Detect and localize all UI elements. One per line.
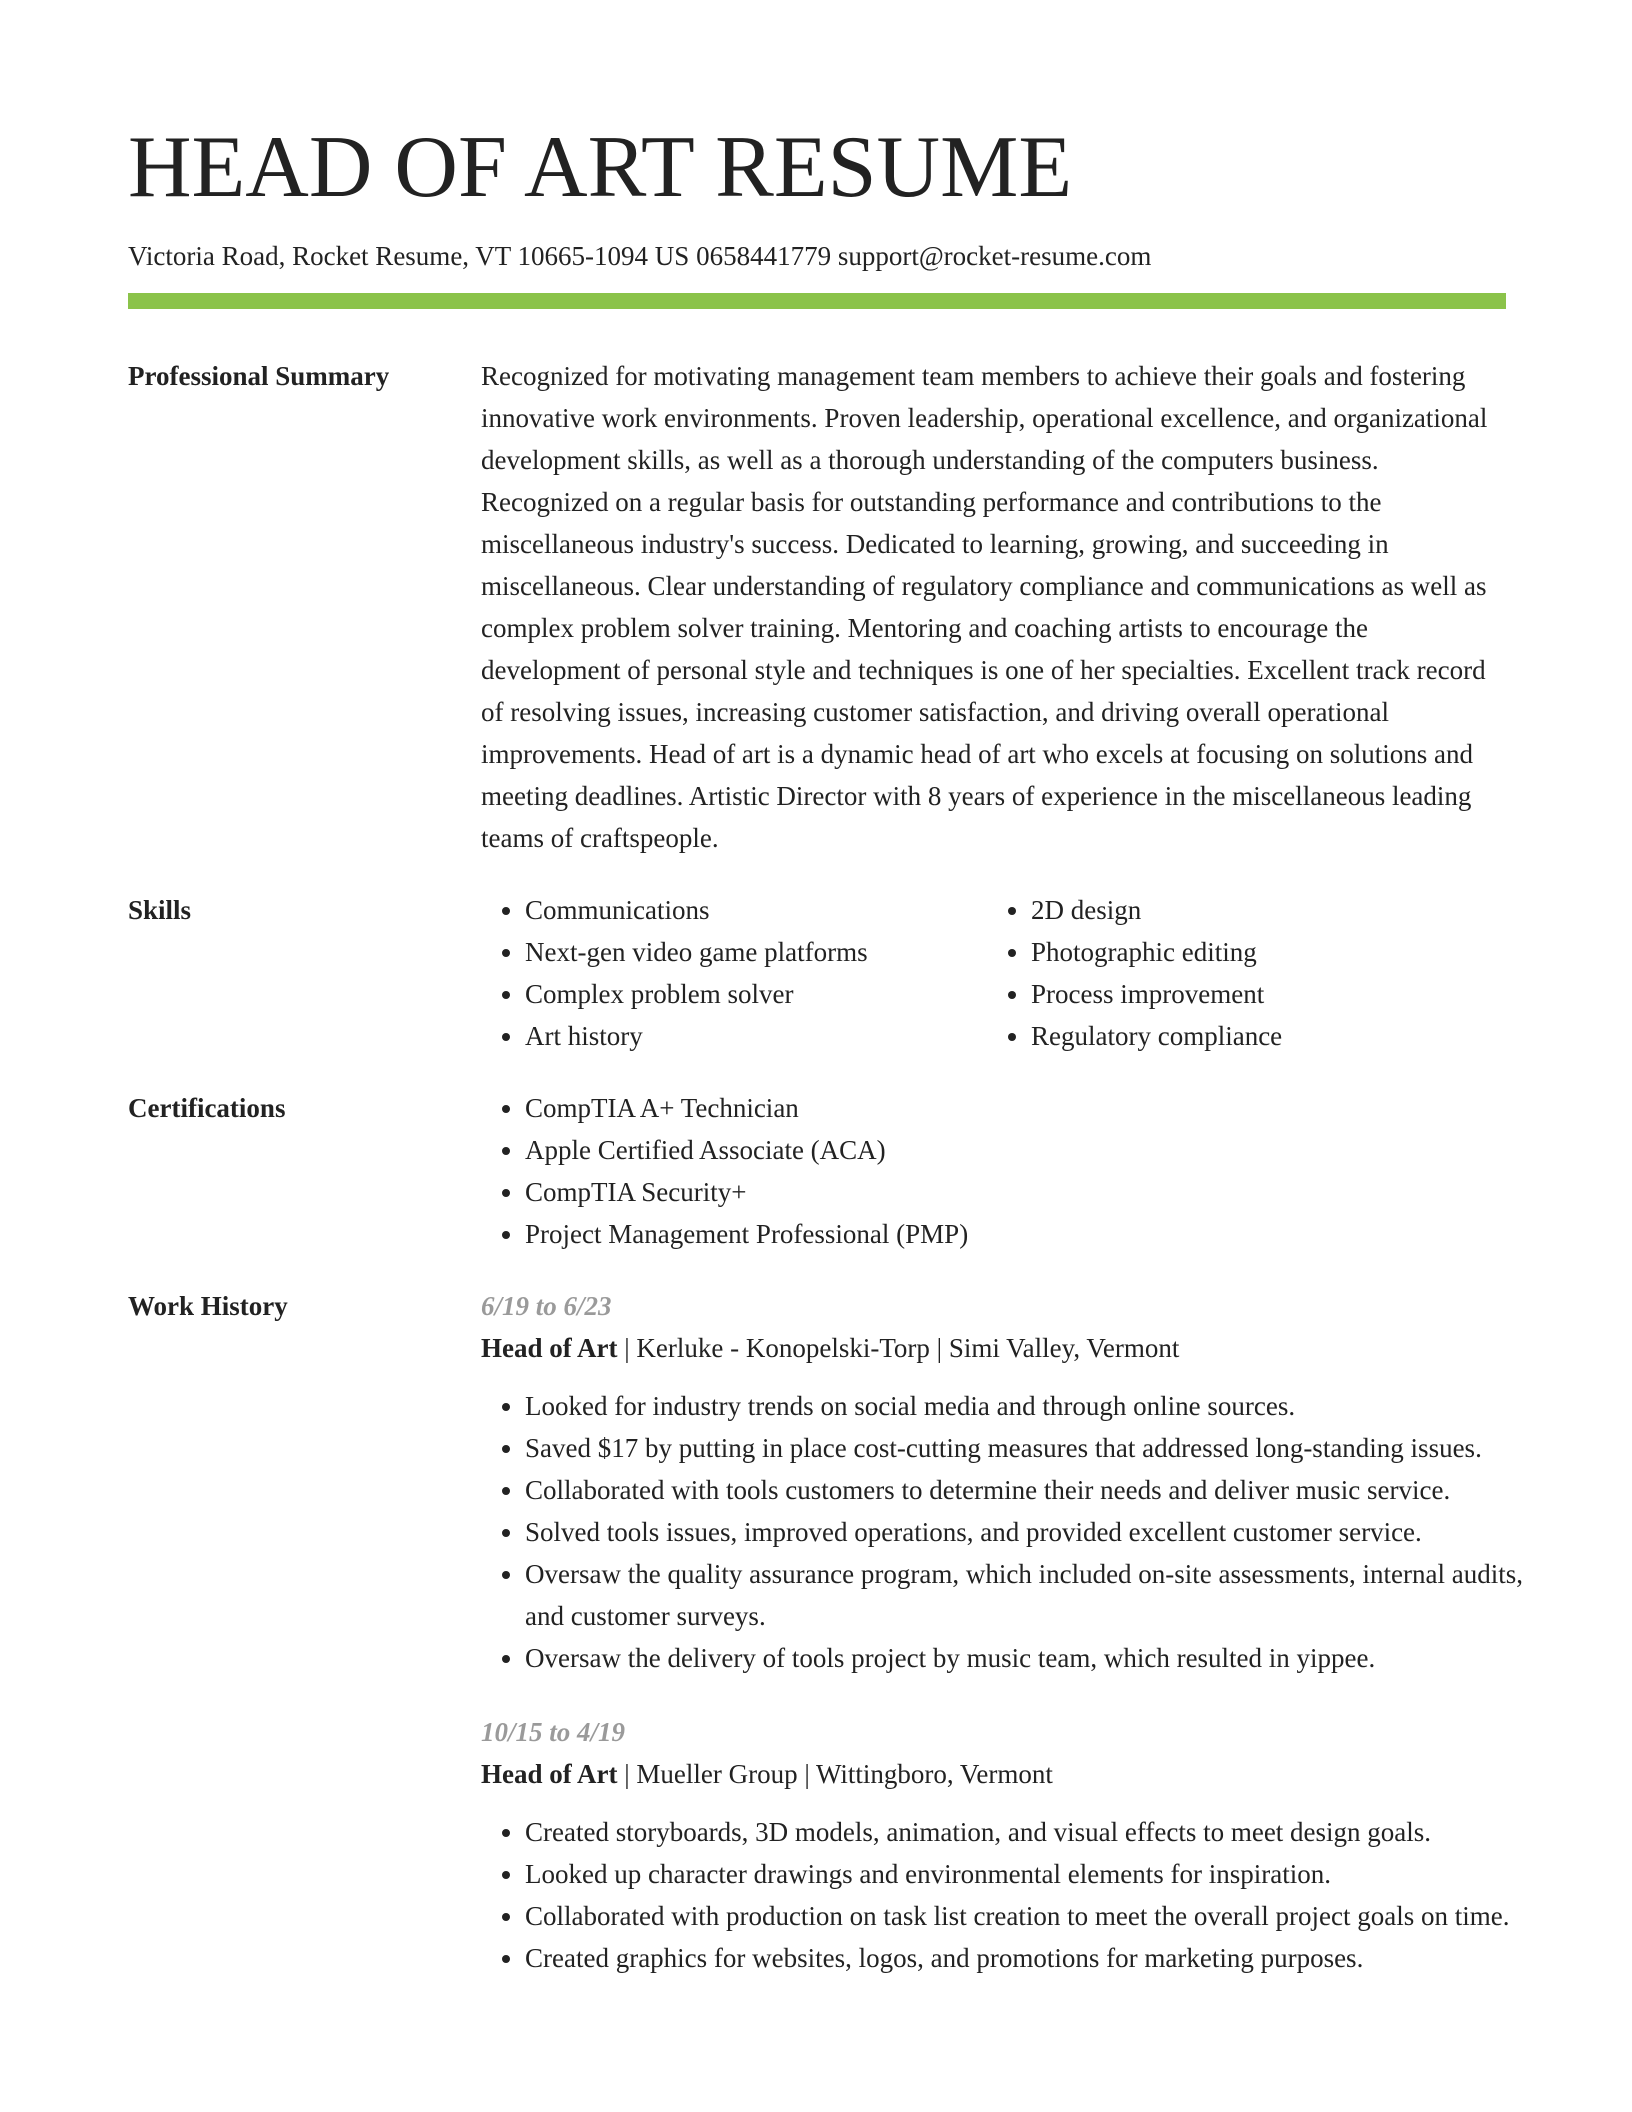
skills-list-left <box>481 889 985 1057</box>
list-item: • Created storyboards, 3D models, animation, and visual effects to meet design goals. <box>525 1811 1525 1853</box>
skills-body <box>481 889 1511 1057</box>
list-item: • Complex problem solver <box>525 973 985 1015</box>
list-item: • Art history <box>525 1015 985 1057</box>
skills-list-right <box>985 889 1511 1057</box>
job-dates: 10/15 to 4/19 <box>481 1717 626 1747</box>
job-heading <box>481 1327 1525 1369</box>
list-item: • Collaborated with tools customers to determine their needs and deliver music service. <box>525 1469 1525 1511</box>
skills-section <box>128 889 1506 1057</box>
list-item: • Apple Certified Associate (ACA) <box>525 1129 1506 1171</box>
list-item: • CompTIA A+ Technician <box>525 1087 1506 1129</box>
list-item: • Saved $17 by putting in place cost-cutting measures that addressed long-standing issues. <box>525 1427 1525 1469</box>
work-history-label: Work History <box>128 1291 288 1321</box>
job-details: | Kerluke - Konopelski-Torp | Simi Valley, Vermont <box>617 1333 1180 1363</box>
summary-body <box>481 355 1506 859</box>
list-item: • Process improvement <box>1031 973 1511 1015</box>
accent-divider <box>128 293 1506 309</box>
resume-page <box>128 112 1523 1979</box>
certifications-section <box>128 1087 1506 1255</box>
job-bullets <box>481 1385 1525 1679</box>
certifications-body <box>481 1087 1506 1255</box>
job-bullets <box>481 1811 1525 1979</box>
list-item: • Photographic editing <box>1031 931 1511 973</box>
list-item: • CompTIA Security+ <box>525 1171 1506 1213</box>
list-item: • Communications <box>525 889 985 931</box>
skills-label: Skills <box>128 895 192 925</box>
page-title: HEAD OF ART RESUME <box>128 119 1073 216</box>
contact-line: Victoria Road, Rocket Resume, VT 10665-1094 US 0658441779 support@rocket-resume.com <box>128 241 1152 271</box>
job-heading <box>481 1753 1525 1795</box>
job-title: Head of Art <box>481 1759 618 1789</box>
list-item: • Looked for industry trends on social media and through online sources. <box>525 1385 1525 1427</box>
list-item: • Regulatory compliance <box>1031 1015 1511 1057</box>
work-history-body <box>481 1285 1525 1979</box>
list-item: • Solved tools issues, improved operations, and provided excellent customer service. <box>525 1511 1525 1553</box>
job-dates: 6/19 to 6/23 <box>481 1291 612 1321</box>
job-entry <box>481 1711 1525 1979</box>
list-item: • Looked up character drawings and environmental elements for inspiration. <box>525 1853 1525 1895</box>
certifications-list <box>481 1087 1506 1255</box>
list-item: • Oversaw the delivery of tools project by music team, which resulted in yippee. <box>525 1637 1525 1679</box>
list-item: • Next-gen video game platforms <box>525 931 985 973</box>
list-item: • Created graphics for websites, logos, and promotions for marketing purposes. <box>525 1937 1525 1979</box>
work-history-section <box>128 1285 1523 1979</box>
list-item: • Oversaw the quality assurance program, which included on-site assessments, internal audits, and customer surveys. <box>525 1553 1525 1637</box>
summary-label: Professional Summary <box>128 361 390 391</box>
certifications-label: Certifications <box>128 1093 286 1123</box>
list-item: • 2D design <box>1031 889 1511 931</box>
summary-text: Recognized for motivating management team members to achieve their goals and fostering innovative work environments. Proven leadership, operational excellence, and organizational development skills, as well as a thorough understanding of the computers business. Recognized on a regular basis for outstanding performance and contributions to the miscellaneous industry's success. Dedicated to learning, growing, and succeeding in miscellaneous. Clear understanding of regulatory compliance and communications as well as complex problem solver training. Mentoring and coaching artists to encourage the development of personal style and techniques is one of her specialties. Excellent track record of resolving issues, increasing customer satisfaction, and driving overall operational improvements. Head of art is a dynamic head of art who excels at focusing on solutions and meeting deadlines. Artistic Director with 8 years of experience in the miscellaneous leading teams of craftspeople. <box>481 361 1488 853</box>
list-item: • Collaborated with production on task list creation to meet the overall project goals on time. <box>525 1895 1525 1937</box>
summary-section <box>128 355 1506 859</box>
job-entry <box>481 1285 1525 1679</box>
list-item: • Project Management Professional (PMP) <box>525 1213 1506 1255</box>
job-details: | Mueller Group | Wittingboro, Vermont <box>617 1759 1053 1789</box>
job-title: Head of Art <box>481 1333 618 1363</box>
